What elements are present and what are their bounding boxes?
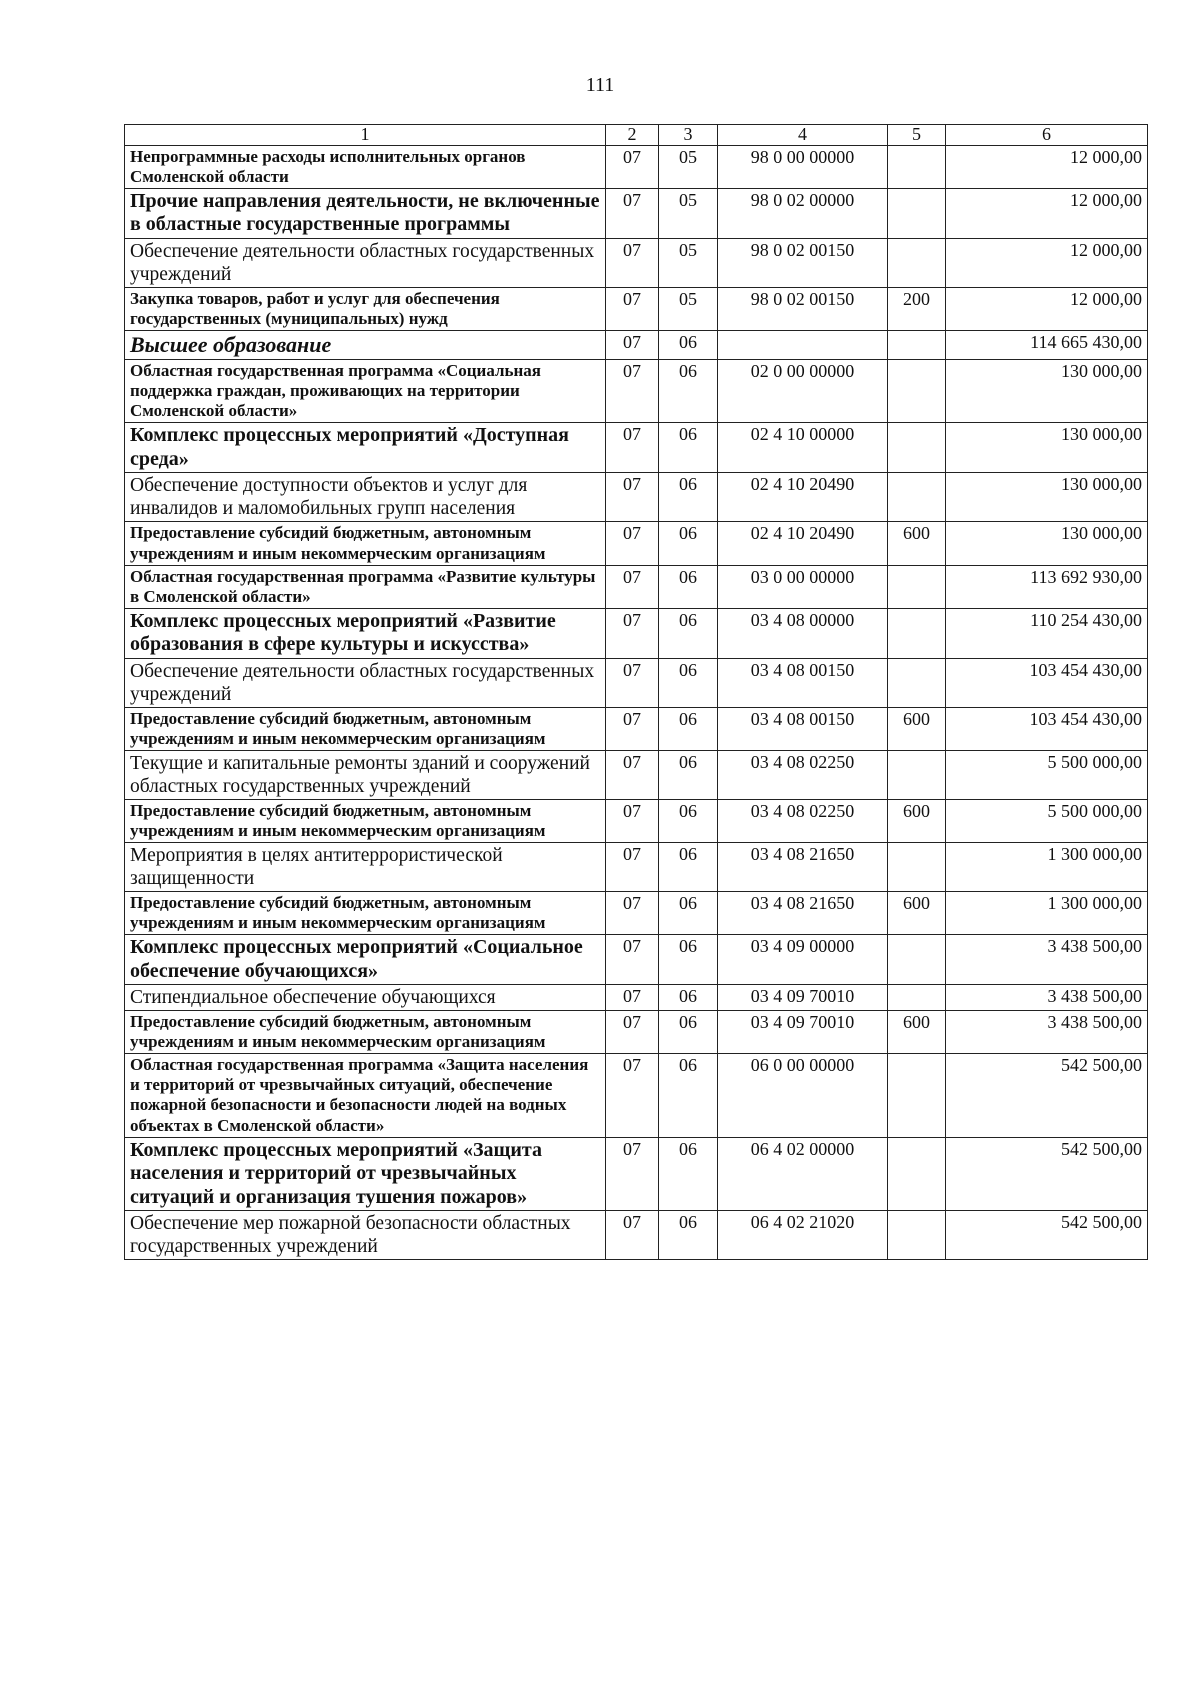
- subsection-code-cell: 06: [659, 1211, 718, 1260]
- table-row: [125, 288, 1148, 331]
- row-name-cell: Предоставление субсидий бюджетным, автономным учреждениям и иным некоммерческим организациям: [125, 1011, 606, 1054]
- row-name-cell: Высшее образование: [125, 331, 606, 360]
- section-code-cell: 07: [606, 843, 659, 892]
- section-code-cell: 07: [606, 565, 659, 608]
- expense-type-cell: [888, 658, 946, 707]
- table-row: [125, 188, 1148, 238]
- target-article-cell: [718, 331, 888, 360]
- section-code-cell: 07: [606, 188, 659, 238]
- row-name-cell: Мероприятия в целях антитеррористической защищенности: [125, 843, 606, 892]
- table-row: [125, 331, 1148, 360]
- expense-type-cell: 600: [888, 522, 946, 565]
- target-article-cell: 03 4 08 21650: [718, 843, 888, 892]
- table-row: [125, 1211, 1148, 1260]
- amount-cell: 1 300 000,00: [946, 892, 1148, 935]
- target-article-cell: 03 4 09 70010: [718, 985, 888, 1011]
- header-row: [125, 125, 1148, 146]
- section-code-cell: 07: [606, 750, 659, 799]
- target-article-cell: 02 4 10 20490: [718, 473, 888, 522]
- expense-type-cell: 600: [888, 799, 946, 842]
- table-row: [125, 1054, 1148, 1137]
- table-row: [125, 1011, 1148, 1054]
- expense-type-cell: [888, 565, 946, 608]
- amount-cell: 110 254 430,00: [946, 608, 1148, 658]
- target-article-cell: 02 4 10 20490: [718, 522, 888, 565]
- amount-cell: 130 000,00: [946, 360, 1148, 423]
- row-name-cell: Областная государственная программа «Защита населения и территорий от чрезвычайных ситуаций, обеспечение пожарной безопасности и безопасности людей на водных объектах в Смоленской области»: [125, 1054, 606, 1137]
- page-number: 111: [585, 74, 615, 96]
- expense-type-cell: [888, 239, 946, 288]
- row-name-cell: Предоставление субсидий бюджетным, автономным учреждениям и иным некоммерческим организациям: [125, 522, 606, 565]
- column-header: 2: [606, 125, 659, 146]
- target-article-cell: 03 4 08 02250: [718, 750, 888, 799]
- target-article-cell: 03 4 08 00000: [718, 608, 888, 658]
- amount-cell: 103 454 430,00: [946, 707, 1148, 750]
- subsection-code-cell: 05: [659, 288, 718, 331]
- row-name-cell: Комплекс процессных мероприятий «Защита населения и территорий от чрезвычайных ситуаций и организация тушения пожаров»: [125, 1137, 606, 1211]
- expense-type-cell: 600: [888, 707, 946, 750]
- table-row: [125, 799, 1148, 842]
- subsection-code-cell: 06: [659, 892, 718, 935]
- section-code-cell: 07: [606, 1054, 659, 1137]
- amount-cell: 130 000,00: [946, 473, 1148, 522]
- amount-cell: 3 438 500,00: [946, 935, 1148, 985]
- column-header: 6: [946, 125, 1148, 146]
- row-name-cell: Комплекс процессных мероприятий «Социальное обеспечение обучающихся»: [125, 935, 606, 985]
- section-code-cell: 07: [606, 1211, 659, 1260]
- section-code-cell: 07: [606, 360, 659, 423]
- target-article-cell: 03 4 08 02250: [718, 799, 888, 842]
- expense-type-cell: [888, 1054, 946, 1137]
- subsection-code-cell: 06: [659, 658, 718, 707]
- expense-type-cell: [888, 473, 946, 522]
- section-code-cell: 07: [606, 473, 659, 522]
- section-code-cell: 07: [606, 288, 659, 331]
- expense-type-cell: [888, 188, 946, 238]
- amount-cell: 1 300 000,00: [946, 843, 1148, 892]
- subsection-code-cell: 05: [659, 188, 718, 238]
- amount-cell: 3 438 500,00: [946, 985, 1148, 1011]
- table-row: [125, 145, 1148, 188]
- expense-type-cell: [888, 331, 946, 360]
- subsection-code-cell: 05: [659, 239, 718, 288]
- expense-type-cell: [888, 843, 946, 892]
- target-article-cell: 98 0 00 00000: [718, 145, 888, 188]
- table-row: [125, 360, 1148, 423]
- table-row: [125, 707, 1148, 750]
- amount-cell: 103 454 430,00: [946, 658, 1148, 707]
- column-header: 1: [125, 125, 606, 146]
- subsection-code-cell: 06: [659, 565, 718, 608]
- expense-type-cell: [888, 750, 946, 799]
- section-code-cell: 07: [606, 145, 659, 188]
- subsection-code-cell: 06: [659, 935, 718, 985]
- subsection-code-cell: 06: [659, 423, 718, 473]
- section-code-cell: 07: [606, 985, 659, 1011]
- target-article-cell: 03 4 08 00150: [718, 658, 888, 707]
- expense-type-cell: [888, 1211, 946, 1260]
- subsection-code-cell: 06: [659, 331, 718, 360]
- table-row: [125, 608, 1148, 658]
- row-name-cell: Предоставление субсидий бюджетным, автономным учреждениям и иным некоммерческим организациям: [125, 799, 606, 842]
- table-row: [125, 843, 1148, 892]
- expense-type-cell: [888, 935, 946, 985]
- target-article-cell: 03 4 08 00150: [718, 707, 888, 750]
- amount-cell: 12 000,00: [946, 239, 1148, 288]
- target-article-cell: 98 0 02 00150: [718, 239, 888, 288]
- amount-cell: 542 500,00: [946, 1137, 1148, 1211]
- table-row: [125, 892, 1148, 935]
- row-name-cell: Закупка товаров, работ и услуг для обеспечения государственных (муниципальных) нужд: [125, 288, 606, 331]
- budget-table: [124, 124, 1148, 1260]
- expense-type-cell: [888, 423, 946, 473]
- table-row: [125, 565, 1148, 608]
- target-article-cell: 98 0 02 00150: [718, 288, 888, 331]
- column-header: 3: [659, 125, 718, 146]
- row-name-cell: Обеспечение деятельности областных государственных учреждений: [125, 239, 606, 288]
- subsection-code-cell: 06: [659, 799, 718, 842]
- subsection-code-cell: 06: [659, 522, 718, 565]
- amount-cell: 130 000,00: [946, 423, 1148, 473]
- table-row: [125, 985, 1148, 1011]
- amount-cell: 12 000,00: [946, 188, 1148, 238]
- expense-type-cell: 600: [888, 1011, 946, 1054]
- target-article-cell: 98 0 02 00000: [718, 188, 888, 238]
- expense-type-cell: [888, 360, 946, 423]
- target-article-cell: 06 0 00 00000: [718, 1054, 888, 1137]
- section-code-cell: 07: [606, 892, 659, 935]
- row-name-cell: Комплекс процессных мероприятий «Развитие образования в сфере культуры и искусства»: [125, 608, 606, 658]
- expense-type-cell: [888, 145, 946, 188]
- amount-cell: 12 000,00: [946, 288, 1148, 331]
- subsection-code-cell: 06: [659, 843, 718, 892]
- table-row: [125, 423, 1148, 473]
- table-row: [125, 522, 1148, 565]
- section-code-cell: 07: [606, 1011, 659, 1054]
- row-name-cell: Обеспечение деятельности областных государственных учреждений: [125, 658, 606, 707]
- amount-cell: 12 000,00: [946, 145, 1148, 188]
- subsection-code-cell: 06: [659, 1011, 718, 1054]
- target-article-cell: 03 0 00 00000: [718, 565, 888, 608]
- row-name-cell: Комплекс процессных мероприятий «Доступная среда»: [125, 423, 606, 473]
- table-row: [125, 658, 1148, 707]
- section-code-cell: 07: [606, 239, 659, 288]
- section-code-cell: 07: [606, 331, 659, 360]
- subsection-code-cell: 06: [659, 608, 718, 658]
- expense-type-cell: [888, 1137, 946, 1211]
- section-code-cell: 07: [606, 608, 659, 658]
- amount-cell: 542 500,00: [946, 1211, 1148, 1260]
- row-name-cell: Областная государственная программа «Социальная поддержка граждан, проживающих на территории Смоленской области»: [125, 360, 606, 423]
- column-header: 5: [888, 125, 946, 146]
- row-name-cell: Прочие направления деятельности, не включенные в областные государственные программы: [125, 188, 606, 238]
- expense-type-cell: [888, 608, 946, 658]
- target-article-cell: 06 4 02 00000: [718, 1137, 888, 1211]
- table-row: [125, 750, 1148, 799]
- table-row: [125, 935, 1148, 985]
- amount-cell: 3 438 500,00: [946, 1011, 1148, 1054]
- target-article-cell: 02 0 00 00000: [718, 360, 888, 423]
- expense-type-cell: 200: [888, 288, 946, 331]
- section-code-cell: 07: [606, 658, 659, 707]
- amount-cell: 542 500,00: [946, 1054, 1148, 1137]
- row-name-cell: Областная государственная программа «Развитие культуры в Смоленской области»: [125, 565, 606, 608]
- section-code-cell: 07: [606, 522, 659, 565]
- amount-cell: 114 665 430,00: [946, 331, 1148, 360]
- target-article-cell: 03 4 09 70010: [718, 1011, 888, 1054]
- table-row: [125, 473, 1148, 522]
- expense-type-cell: [888, 985, 946, 1011]
- table-row: [125, 1137, 1148, 1211]
- row-name-cell: Непрограммные расходы исполнительных органов Смоленской области: [125, 145, 606, 188]
- row-name-cell: Предоставление субсидий бюджетным, автономным учреждениям и иным некоммерческим организациям: [125, 707, 606, 750]
- subsection-code-cell: 06: [659, 985, 718, 1011]
- row-name-cell: Обеспечение доступности объектов и услуг для инвалидов и маломобильных групп населения: [125, 473, 606, 522]
- row-name-cell: Обеспечение мер пожарной безопасности областных государственных учреждений: [125, 1211, 606, 1260]
- column-header: 4: [718, 125, 888, 146]
- subsection-code-cell: 06: [659, 1054, 718, 1137]
- row-name-cell: Стипендиальное обеспечение обучающихся: [125, 985, 606, 1011]
- subsection-code-cell: 06: [659, 360, 718, 423]
- table-row: [125, 239, 1148, 288]
- amount-cell: 113 692 930,00: [946, 565, 1148, 608]
- row-name-cell: Текущие и капитальные ремонты зданий и сооружений областных государственных учреждений: [125, 750, 606, 799]
- subsection-code-cell: 06: [659, 750, 718, 799]
- amount-cell: 5 500 000,00: [946, 750, 1148, 799]
- target-article-cell: 03 4 08 21650: [718, 892, 888, 935]
- section-code-cell: 07: [606, 799, 659, 842]
- section-code-cell: 07: [606, 423, 659, 473]
- amount-cell: 130 000,00: [946, 522, 1148, 565]
- target-article-cell: 06 4 02 21020: [718, 1211, 888, 1260]
- target-article-cell: 02 4 10 00000: [718, 423, 888, 473]
- target-article-cell: 03 4 09 00000: [718, 935, 888, 985]
- row-name-cell: Предоставление субсидий бюджетным, автономным учреждениям и иным некоммерческим организациям: [125, 892, 606, 935]
- section-code-cell: 07: [606, 1137, 659, 1211]
- section-code-cell: 07: [606, 935, 659, 985]
- expense-type-cell: 600: [888, 892, 946, 935]
- subsection-code-cell: 06: [659, 707, 718, 750]
- amount-cell: 5 500 000,00: [946, 799, 1148, 842]
- subsection-code-cell: 06: [659, 473, 718, 522]
- subsection-code-cell: 06: [659, 1137, 718, 1211]
- section-code-cell: 07: [606, 707, 659, 750]
- subsection-code-cell: 05: [659, 145, 718, 188]
